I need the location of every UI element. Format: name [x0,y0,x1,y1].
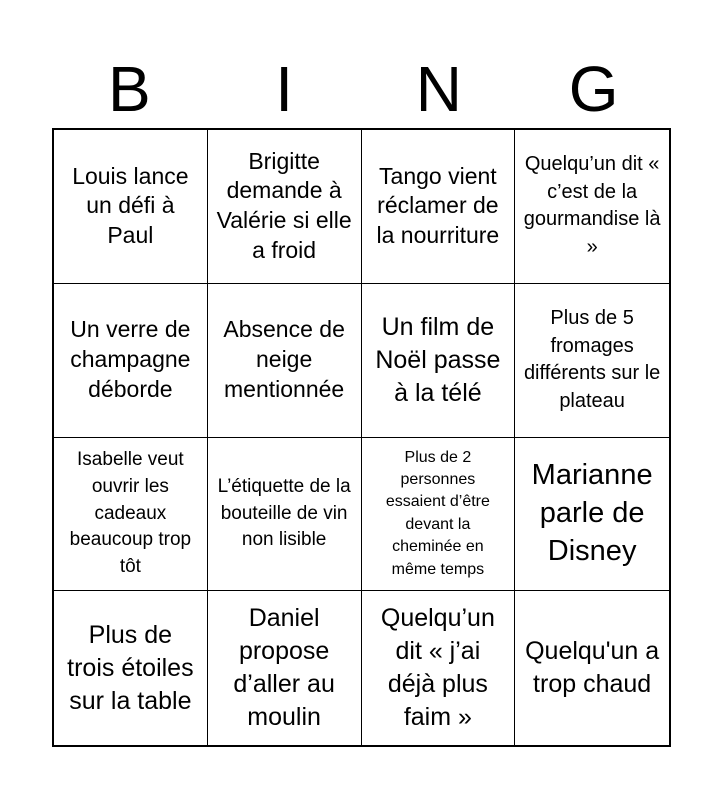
header-letter-b: B [108,53,151,125]
bingo-header [52,48,671,128]
bingo-cell-r1c1[interactable] [54,130,208,284]
cell-text: L’étiquette de la bouteille de vin non lisible [217,475,351,551]
cell-text: Isabelle veut ouvrir les cadeaux beaucoup trop tôt [69,449,192,577]
bingo-cell-r3c2[interactable] [208,438,362,592]
bingo-cell-r1c4[interactable] [515,130,669,284]
cell-text: Louis lance un défi à Paul [72,162,189,249]
cell-text: Plus de 2 personnes essaient d’être devant la cheminée en même temps [385,448,490,578]
bingo-cell-r1c3[interactable] [362,130,516,284]
header-letter-i: I [275,53,294,125]
cell-text: Quelqu'un a trop chaud [525,637,660,699]
bingo-cell-r1c2[interactable] [208,130,362,284]
bingo-cell-r4c3[interactable] [362,591,516,745]
cell-text: Daniel propose d’aller au moulin [233,604,335,732]
cell-text: Brigitte demande à Valérie si elle a froid [216,147,352,264]
cell-text: Un verre de champagne déborde [70,316,191,403]
cell-text: Plus de 5 fromages différents sur le plateau [523,306,661,412]
bingo-cell-r3c4[interactable] [515,438,669,592]
header-letter-n: N [415,53,462,125]
bingo-cell-r2c1[interactable] [54,284,208,438]
cell-text: Un film de Noël passe à la télé [375,312,501,407]
bingo-cell-r3c3[interactable] [362,438,516,592]
header-letter-g: G [568,53,619,125]
bingo-cell-r4c4[interactable] [515,591,669,745]
bingo-cell-r3c1[interactable] [54,438,208,592]
bingo-cell-r2c4[interactable] [515,284,669,438]
cell-text: Absence de neige mentionnée [223,316,345,403]
cell-text: Marianne parle de Disney [531,459,653,567]
bingo-board [52,128,671,747]
cell-text: Quelqu’un dit « c’est de la gourmandise là » [523,153,661,258]
bingo-cell-r2c3[interactable] [362,284,516,438]
cell-text: Tango vient réclamer de la nourriture [376,162,500,249]
cell-text: Quelqu’un dit « j’ai déjà plus faim » [380,604,495,732]
bingo-cell-r4c2[interactable] [208,591,362,745]
cell-text: Plus de trois étoiles sur la table [67,620,194,715]
bingo-cell-r4c1[interactable] [54,591,208,745]
bingo-cell-r2c2[interactable] [208,284,362,438]
